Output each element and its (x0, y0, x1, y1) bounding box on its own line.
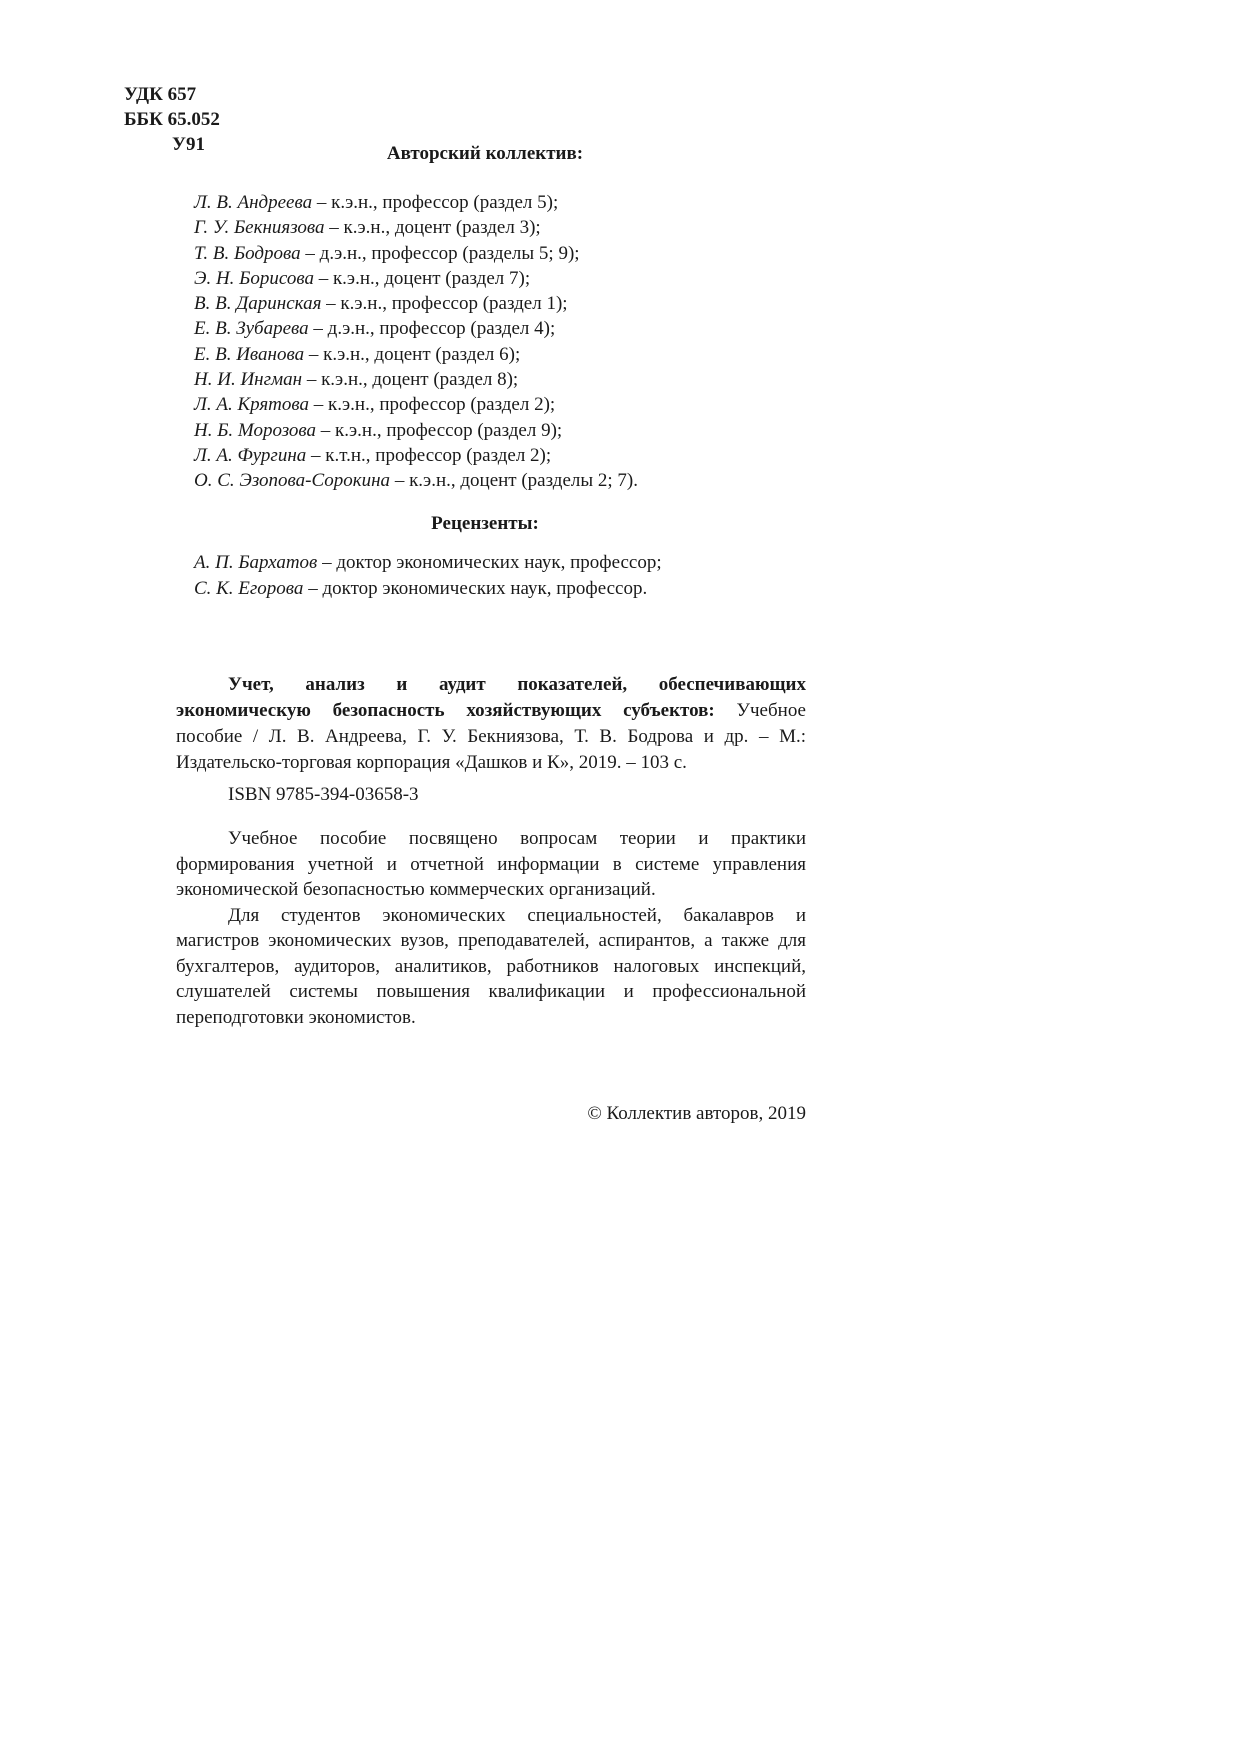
annotation-paragraph: Для студентов экономических специальностей, бакалавров и магистров экономических вузов, преподавателей, аспирантов, а также для бухгалтеров, аудиторов, аналитиков, работников налоговых инспекций, слушателей системы повышения квалификации и профессиональной переподготовки экономистов. (176, 904, 806, 1028)
author-role: – д.э.н., профессор (раздел 4); (308, 318, 556, 340)
author-name: Е. В. Иванова (194, 343, 305, 365)
reviewers-heading: Рецензенты: (431, 513, 539, 534)
annotation (176, 826, 806, 1030)
reviewer-role: – доктор экономических наук, профессор. (303, 578, 648, 599)
author-name: Л. А. Крятова (194, 394, 310, 416)
author-name: Т. В. Бодрова (194, 242, 301, 264)
author-item (194, 468, 638, 493)
bibliographic-entry (176, 672, 806, 776)
reviewer-item (194, 550, 662, 576)
bibliographic-details: Учебное пособие / Л. В. Андреева, Г. У. Бекниязова, Т. В. Бодрова и др. – М.: Издательско-торговая корпорация «Дашков и К», 2019. – 103 с. (176, 700, 806, 773)
author-role: – к.э.н., доцент (раздел 6); (304, 343, 521, 365)
author-role: – к.т.н., профессор (раздел 2); (306, 444, 552, 466)
reviewer-item (194, 576, 662, 602)
copyright-notice: © Коллектив авторов, 2019 (587, 1103, 806, 1124)
author-name: Е. В. Зубарева (194, 318, 309, 340)
author-role: – к.э.н., доцент (раздел 7); (313, 267, 531, 289)
reviewer-name: А. П. Бархатов (194, 552, 318, 573)
authors-list (194, 190, 638, 494)
reviewers-list (194, 550, 662, 602)
author-item (194, 418, 638, 443)
author-name: В. В. Даринская (194, 293, 322, 315)
reviewer-name: С. К. Егорова (194, 578, 304, 599)
author-role: – к.э.н., профессор (раздел 9); (316, 419, 563, 441)
author-name: Г. У. Бекниязова (194, 217, 325, 239)
author-role: – к.э.н., доцент (раздел 8); (302, 369, 519, 391)
author-item (194, 215, 638, 240)
author-role: – к.э.н., профессор (раздел 1); (321, 293, 568, 315)
author-item (194, 316, 638, 341)
author-item (194, 190, 638, 215)
author-name: Л. В. Андреева (194, 192, 313, 213)
author-item (194, 443, 638, 468)
author-name: Н. И. Ингман (194, 369, 303, 391)
author-name: Н. Б. Морозова (194, 419, 317, 441)
author-role: – к.э.н., профессор (раздел 5); (312, 192, 559, 213)
author-item (194, 392, 638, 417)
annotation-paragraph: Учебное пособие посвящено вопросам теории и практики формирования учетной и отчетной информации в системе управления экономической безопасностью коммерческих организаций. (176, 828, 806, 900)
author-item (194, 241, 638, 266)
author-item (194, 266, 638, 291)
author-name: О. С. Эзопова-Сорокина (194, 470, 391, 492)
author-item (194, 367, 638, 392)
author-role: – к.э.н., доцент (раздел 3); (324, 217, 541, 239)
udk-code: УДК 657 (124, 84, 197, 105)
author-role: – к.э.н., профессор (раздел 2); (309, 394, 556, 416)
bbk-code: ББК 65.052 (124, 109, 220, 130)
book-title: Учет, анализ и аудит показателей, обеспечивающих экономическую безопасность хозяйствующих субъектов: (176, 674, 806, 721)
author-sign: У91 (172, 134, 205, 155)
isbn: ISBN 9785-394-03658-3 (228, 784, 419, 805)
authors-heading: Авторский коллектив: (386, 143, 584, 164)
author-name: Л. А. Фургина (194, 444, 307, 466)
author-item (194, 291, 638, 316)
author-item (194, 342, 638, 367)
author-name: Э. Н. Борисова (194, 267, 314, 289)
author-role: – д.э.н., профессор (разделы 5; 9); (300, 242, 580, 264)
author-role: – к.э.н., доцент (разделы 2; 7). (390, 470, 638, 492)
reviewer-role: – доктор экономических наук, профессор; (317, 552, 662, 573)
